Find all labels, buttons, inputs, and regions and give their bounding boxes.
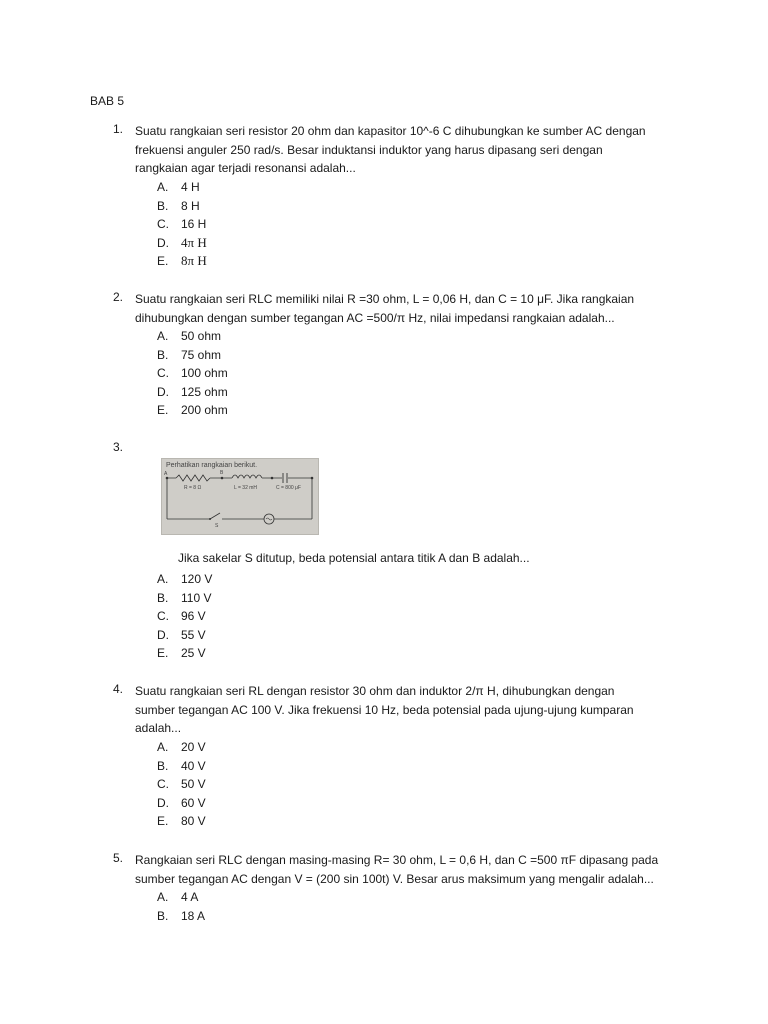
- option-text: 4 A: [181, 890, 199, 904]
- option-text: 110 V: [181, 590, 212, 605]
- question-stem: Jika sakelar S ditutup, beda potensial antara titik A dan B adalah...: [178, 551, 530, 565]
- option-text: 125 ohm: [181, 384, 228, 399]
- stem-line: Suatu rangkaian seri RL dengan resistor 30 ohm dan induktor 2/π H, dihubungkan dengan: [135, 684, 615, 698]
- option-text: 50 V: [181, 777, 206, 792]
- option-text: 200 ohm: [181, 403, 228, 418]
- option-text: 55 V: [181, 627, 206, 642]
- stem-line: dihubungkan dengan sumber tegangan AC =500/π Hz, nilai impedansi rangkaian adalah...: [135, 310, 615, 325]
- point-b-label: B: [220, 470, 224, 476]
- option-text: 75 ohm: [181, 347, 222, 362]
- question-number: 4.: [113, 682, 124, 696]
- switch-icon: [210, 513, 220, 519]
- stem-line: Rangkaian seri RLC dengan masing-masing R= 30 ohm, L = 0,6 H, dan C =500 πF dipasang pada: [135, 853, 659, 867]
- option-letter: C.: [157, 217, 169, 232]
- switch-pivot: [209, 518, 211, 520]
- point-b-dot: [221, 477, 224, 480]
- option-text: 16 H: [181, 217, 207, 232]
- option-text: 50 ohm: [181, 329, 222, 343]
- option-letter: B.: [157, 347, 169, 362]
- option-text: 4π H: [181, 234, 207, 250]
- point-a-label: A: [164, 471, 168, 477]
- option-letter: A.: [157, 180, 169, 194]
- option-letter: B.: [157, 590, 169, 605]
- question-number: 1.: [113, 122, 124, 136]
- option-letter: A.: [157, 329, 169, 343]
- stem-line: sumber tegangan AC 100 V. Jika frekuensi 10 Hz, beda potensial pada ujung-ujung kumparan: [135, 702, 634, 717]
- option-letter: D.: [157, 235, 169, 250]
- option-text: 8 H: [181, 198, 200, 213]
- option-letter: E.: [157, 646, 169, 661]
- inductor-label: L = 32 mH: [234, 485, 258, 491]
- option-text: 25 V: [181, 646, 206, 661]
- stem-line: frekuensi anguler 250 rad/s. Besar induktansi induktor yang harus dipasang seri dengan: [135, 142, 603, 157]
- question-stem: [135, 122, 685, 178]
- option-letter: C.: [157, 609, 169, 624]
- switch-label: S: [215, 523, 219, 529]
- resistor-label: R = 8 Ω: [184, 485, 202, 491]
- question-number: 2.: [113, 290, 124, 304]
- stem-line: Suatu rangkaian seri resistor 20 ohm dan kapasitor 10^-6 C dihubungkan ke sumber AC dengan: [135, 124, 646, 138]
- option-letter: C.: [157, 777, 169, 792]
- junction-dot: [271, 477, 274, 480]
- option-letter: D.: [157, 627, 169, 642]
- option-text: 100 ohm: [181, 366, 228, 381]
- question-stem: [135, 851, 685, 888]
- question-number: 3.: [113, 440, 124, 454]
- option-letter: D.: [157, 384, 169, 399]
- stem-line: Suatu rangkaian seri RLC memiliki nilai R =30 ohm, L = 0,06 H, dan C = 10 μF. Jika rangkaian: [135, 292, 635, 306]
- option-letter: B.: [157, 198, 169, 213]
- stem-line: sumber tegangan AC dengan V = (200 sin 100t) V. Besar arus maksimum yang mengalir adalah...: [135, 871, 654, 886]
- option-letter: A.: [157, 572, 169, 586]
- question-stem: [135, 682, 685, 738]
- inductor-gap: [232, 473, 262, 482]
- option-letter: E.: [157, 814, 169, 829]
- figure-caption: Perhatikan rangkaian berikut.: [166, 462, 258, 469]
- chapter-heading: BAB 5: [90, 94, 125, 108]
- option-letter: E.: [157, 403, 169, 418]
- option-letter: E.: [157, 254, 169, 269]
- option-text: 120 V: [181, 572, 213, 586]
- circuit-figure: [161, 458, 319, 535]
- option-letter: A.: [157, 740, 169, 754]
- capacitor-label: C = 800 μF: [276, 485, 301, 491]
- stem-line: adalah...: [135, 721, 182, 735]
- option-text: 80 V: [181, 814, 206, 829]
- circuit-diagram: [162, 459, 318, 534]
- option-text: 40 V: [181, 758, 206, 773]
- question-stem: [135, 290, 685, 327]
- question-number: 5.: [113, 851, 124, 865]
- option-text: 4 H: [181, 180, 200, 194]
- option-text: 20 V: [181, 740, 206, 754]
- option-letter: D.: [157, 795, 169, 810]
- option-text: 8π H: [181, 253, 207, 269]
- option-letter: B.: [157, 758, 169, 773]
- option-text: 60 V: [181, 795, 206, 810]
- stem-line: rangkaian agar terjadi resonansi adalah...: [135, 161, 356, 175]
- option-letter: B.: [157, 908, 169, 923]
- option-text: 18 A: [181, 908, 206, 923]
- option-letter: C.: [157, 366, 169, 381]
- option-text: 96 V: [181, 609, 206, 624]
- option-letter: A.: [157, 890, 169, 904]
